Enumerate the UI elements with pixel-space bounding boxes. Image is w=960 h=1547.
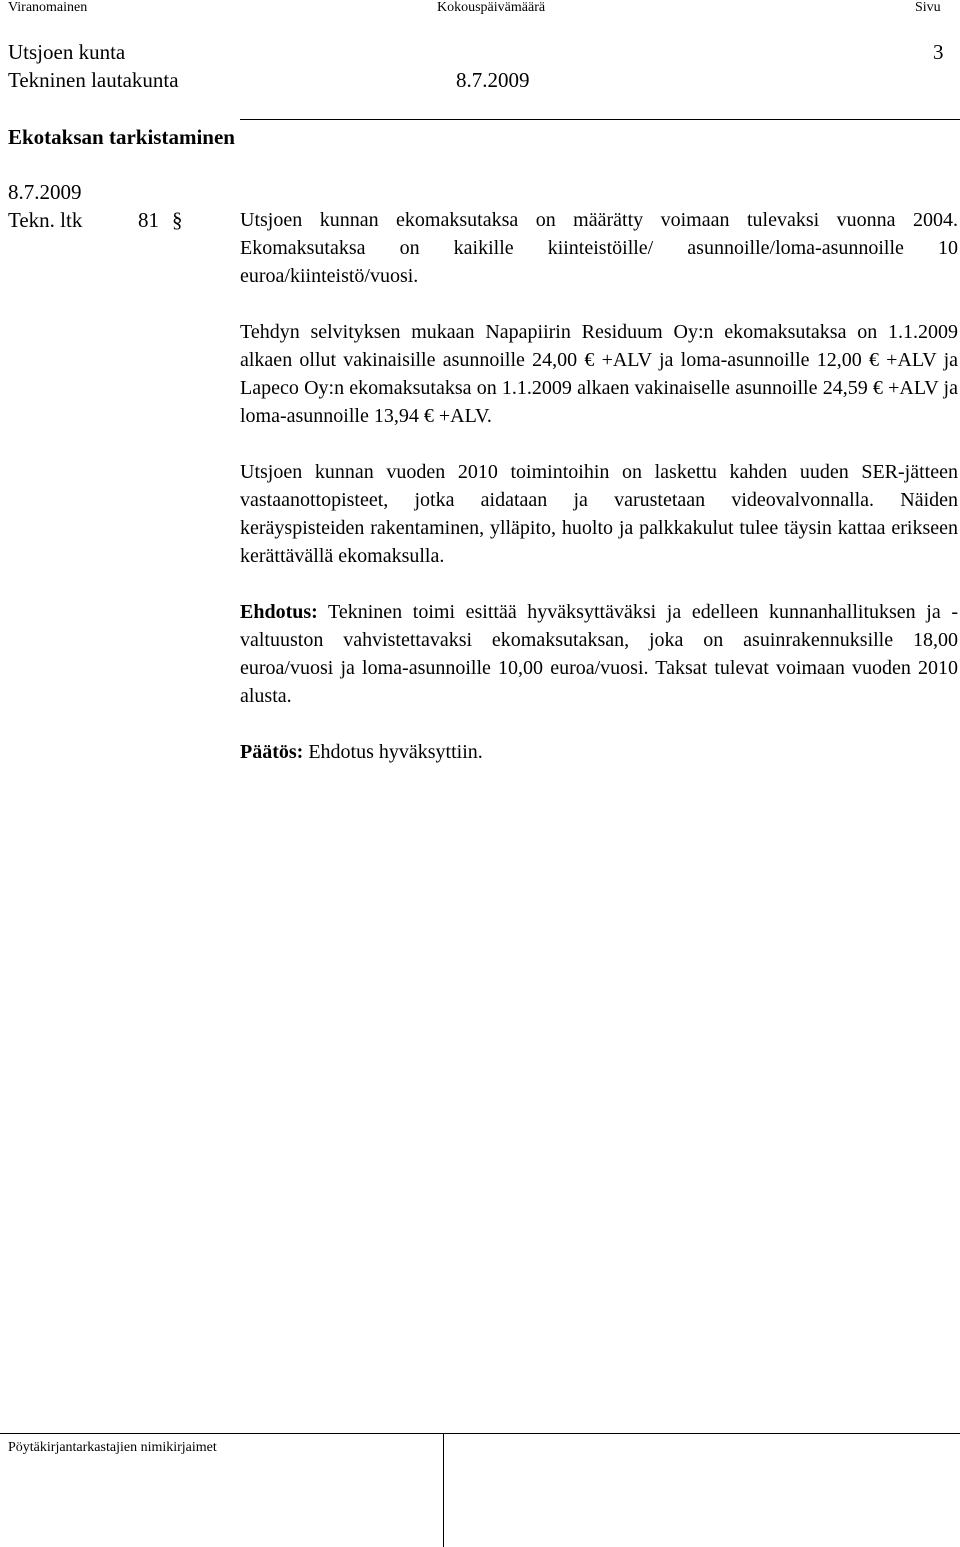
proposal-label: Ehdotus: (240, 601, 318, 623)
paragraph-decision (240, 738, 958, 766)
header-divider (240, 119, 960, 120)
section-ref-number: 81 (138, 208, 159, 232)
meeting-date: 8.7.2009 (456, 68, 530, 92)
paragraph-collection-points: Utsjoen kunnan vuoden 2010 toimintoihin on laskettu kahden uuden SER-jätteen vastaanottopisteet, jotka aidataan ja varustetaan videovalvonnalla. Näiden keräyspisteiden rakentaminen, ylläpito, huolto ja palkkakulut tulee täysin kattaa erikseen kerättävällä ekomaksulla. (240, 461, 958, 567)
paragraph-survey: Tehdyn selvityksen mukaan Napapiirin Residuum Oy:n ekomaksutaksa on 1.1.2009 alkaen ollut vakinaisille asunnoille 24,00 € +ALV ja loma-asunnoille 12,00 € +ALV ja Lapeco Oy:n ekomaksutaksa on 1.1.2009 alkaen vakinaiselle asunnoille 24,59 € +ALV ja loma-asunnoille 13,94 € +ALV. (240, 321, 958, 427)
page-number: 3 (933, 40, 944, 64)
footer-initials-label: Pöytäkirjantarkastajien nimikirjaimet (8, 1440, 217, 1455)
committee-name: Tekninen lautakunta (8, 68, 179, 92)
decision-text: Ehdotus hyväksyttiin. (303, 741, 483, 763)
paragraph-proposal (240, 598, 958, 710)
section-title: Ekotaksan tarkistaminen (8, 125, 235, 149)
authority-name: Utsjoen kunta (8, 40, 126, 64)
footer-divider (443, 1434, 444, 1547)
section-symbol: § (172, 208, 183, 232)
section-ref-org: Tekn. ltk (8, 208, 83, 232)
decision-label: Päätös: (240, 741, 304, 763)
footer (0, 1433, 960, 1547)
header-column-authority-label: Viranomainen (8, 0, 88, 15)
header-column-page-label: Sivu (915, 0, 941, 15)
header-column-date-label: Kokouspäivämäärä (437, 0, 546, 15)
paragraph-background: Utsjoen kunnan ekomaksutaksa on määrätty voimaan tulevaksi vuonna 2004. Ekomaksutaksa on kaikille kiinteistöille/ asunnoille/loma-asunnoille 10 euroa/kiinteistö/vuosi. (240, 209, 958, 287)
minutes-body (240, 206, 958, 766)
proposal-text: Tekninen toimi esittää hyväksyttäväksi ja edelleen kunnanhallituksen ja -valtuuston vahvistettavaksi ekomaksutaksan, joka on asuinrakennuksille 18,00 euroa/vuosi ja loma-asunnoille 10,00 euroa/vuosi. Taksat tulevat voimaan vuoden 2010 alusta. (240, 601, 958, 707)
section-date: 8.7.2009 (8, 180, 82, 204)
